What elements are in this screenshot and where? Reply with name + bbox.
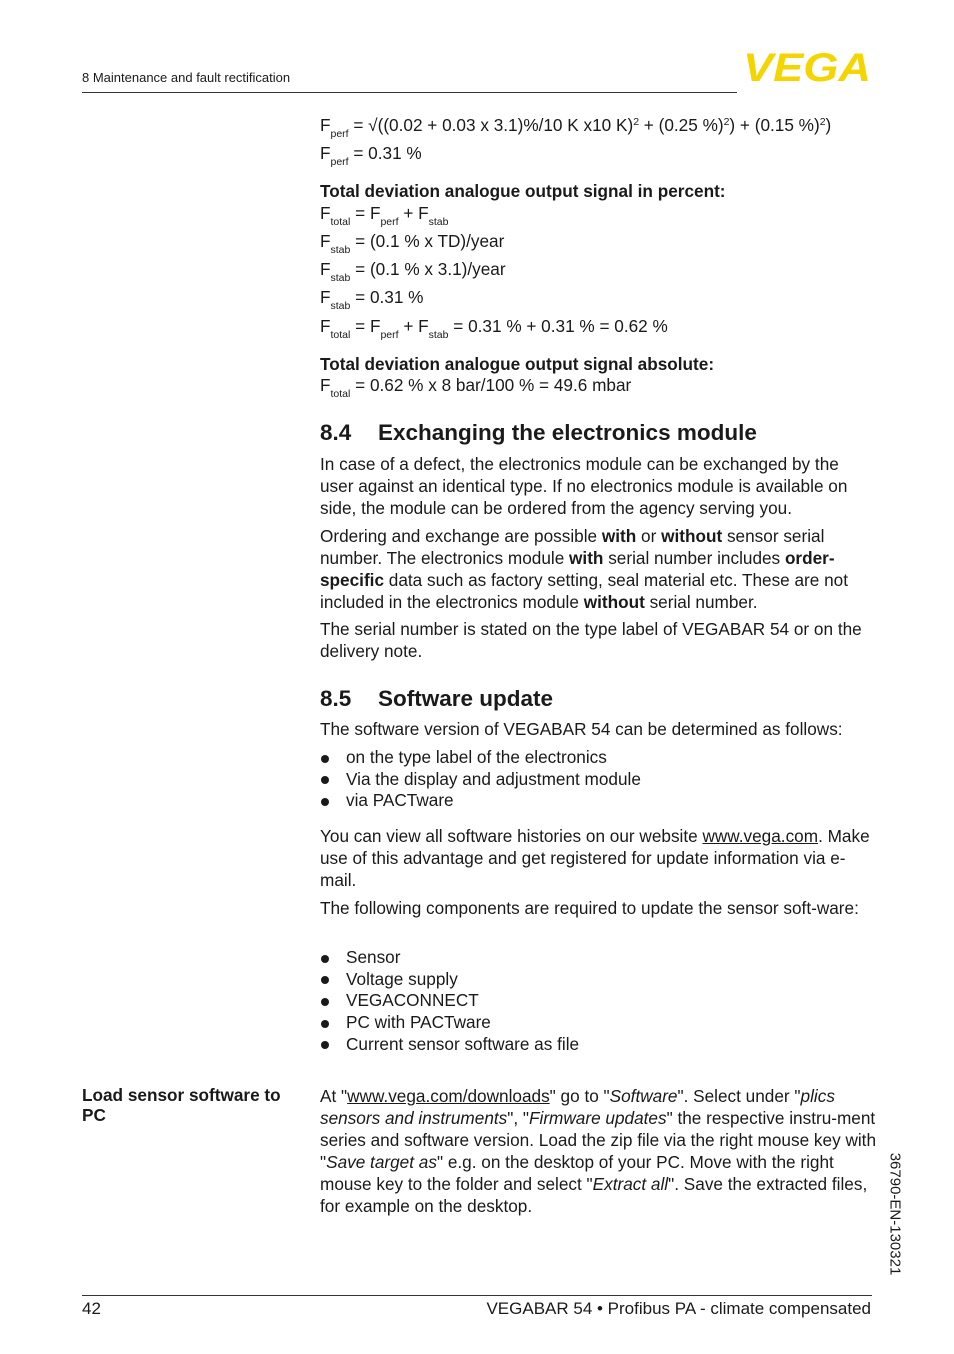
vega-website-link[interactable]: www.vega.com [702,826,819,846]
section-8-5-heading [320,686,553,712]
list-item: on the type label of the electronics [320,747,876,769]
section-number: 8.4 [320,420,352,445]
section-number: 8.5 [320,686,352,711]
heading-total-percent: Total deviation analogue output signal in percent: [320,181,726,201]
formula-perf-2: $F_{perf} = 0.31$ % [320,143,422,168]
formula-stab-1: $F_{stab} = (0.1$ % x TD)/year [320,231,505,256]
load-software-paragraph: At "www.vega.com/downloads" go to "Software". Select under "plics sensors and instruments", "Firmware updates" the respective instru-ment series and software version. Load the zip file via the right mouse key with "Save target as" e.g. on the desktop of your PC. Move with the right mouse key to the folder and select "Extract all". Save the extracted files, for example on the desktop. [320,1086,877,1216]
section-8-5-website-p: You can view all software histories on our website www.vega.com. Make use of this advantage and get registered for update information via e-mail. [320,826,870,890]
list-item: VEGACONNECT [320,990,876,1012]
svg-text:VEGA: VEGA [743,50,871,84]
footer-rule [82,1295,872,1296]
section-title: Software update [378,686,554,711]
formula-perf-1: $F_{perf} = √((0.02 + 0.03$ x 3.1)%/10 K x10 K)$^2$ + (0.25 %)$^2$) + (0.15 %)$^2$) [320,115,832,140]
header-rule [82,92,737,93]
section-8-4-p3: The serial number is stated on the type label of VEGABAR 54 or on the delivery note. [320,619,862,661]
list-item: Voltage supply [320,969,876,991]
side-label-load-software: Load sensor software to PC [82,1085,281,1125]
section-8-4-heading [320,420,757,446]
section-title: Exchanging the electronics module [378,420,757,445]
header-section-title: 8 Maintenance and fault rectification [82,70,291,85]
downloads-link[interactable]: www.vega.com/downloads [347,1086,550,1106]
vega-logo [742,50,872,84]
section-8-4-p2: Ordering and exchange are possible with or without sensor serial number. The electronics module with serial number includes order-specific data such as factory setting, seal material etc. These are not included in the electronics module without serial number. [320,526,849,612]
formula-total-1: $F_{total} = F_{perf} + F_{stab}$ [320,203,449,228]
list-item: PC with PACTware [320,1012,876,1034]
page-number: 42 [82,1299,101,1318]
version-source-list [320,747,876,812]
section-8-4-p1: In case of a defect, the electronics module can be exchanged by the user against an identical type. If no electronics module is available on side, the module can be ordered from the agency serving you. [320,454,848,518]
document-number: 36790-EN-130321 [886,1152,904,1276]
formula-stab-3: $F_{stab} = 0.31$ % [320,287,424,312]
heading-total-absolute: Total deviation analogue output signal absolute: [320,354,715,374]
list-item: Sensor [320,947,876,969]
required-components-list [320,947,876,1056]
list-item: Current sensor software as file [320,1034,876,1056]
footer-document-title: VEGABAR 54 • Profibus PA - climate compensated [486,1299,871,1318]
section-8-5-requirements-p: The following components are required to update the sensor soft-ware: [320,898,859,918]
section-8-5-intro: The software version of VEGABAR 54 can be determined as follows: [320,719,843,739]
formula-total-2: $F_{total} = F_{perf} + F_{stab} = 0.31$ % + 0.31 % = 0.62 % [320,316,668,341]
formula-total-3: $F_{total} = 0.62$ % x 8 bar/100 % = 49.6 mbar [320,375,632,400]
formula-stab-2: $F_{stab} = (0.1$ % x 3.1)/year [320,259,506,284]
list-item: Via the display and adjustment module [320,769,876,791]
list-item: via PACTware [320,790,876,812]
